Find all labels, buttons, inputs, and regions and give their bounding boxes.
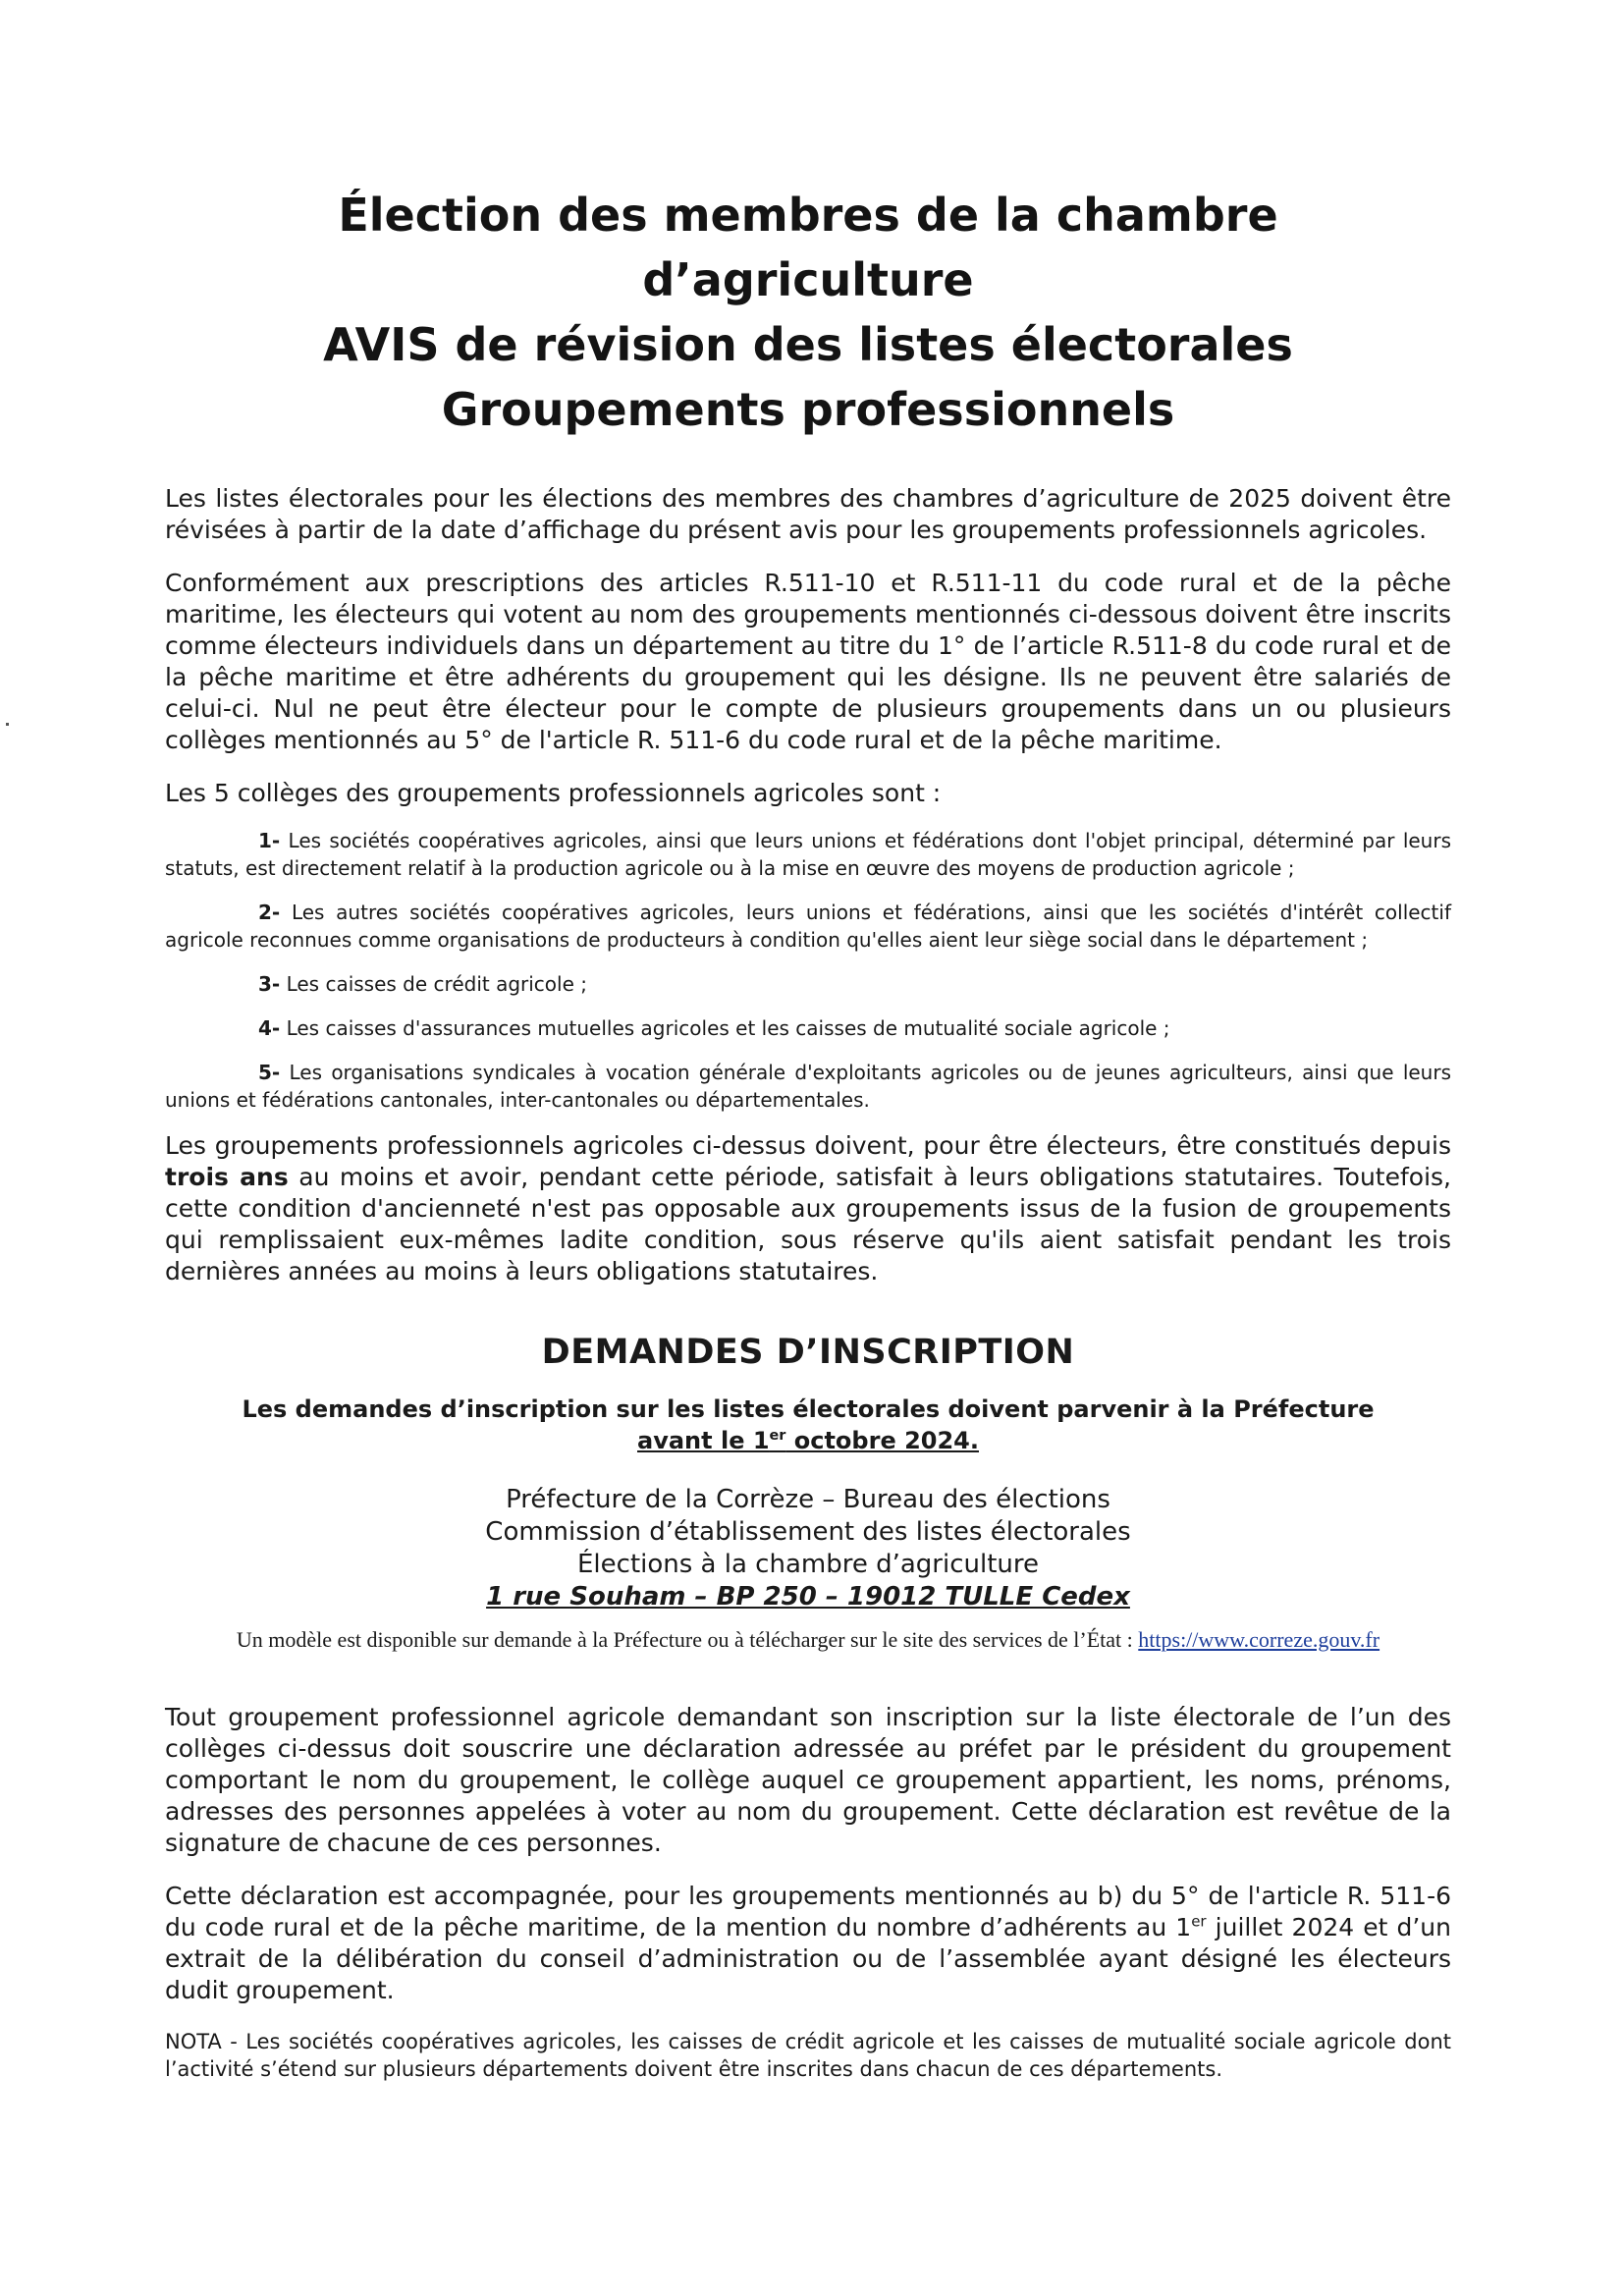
college-number: 5-: [258, 1061, 281, 1084]
condition-paragraph: [165, 1130, 1451, 1287]
deadline-date-sup: er: [769, 1428, 786, 1444]
deadline-line-1: Les demandes d’inscription sur les listes électorales doivent parvenir à la Préfecture: [242, 1395, 1375, 1423]
college-item-1: [165, 827, 1451, 882]
declaration-paragraph-2: [165, 1881, 1451, 2006]
college-text: Les autres sociétés coopératives agricoles, leurs unions et fédérations, ainsi que les sociétés d'intérêt collectif agricole reconnues comme organisations de producteurs à condition qu'elles aient leur siège social dans le département ;: [165, 901, 1451, 952]
college-number: 2-: [258, 901, 281, 924]
address-line-4: [165, 1581, 1451, 1613]
deadline-date: [637, 1427, 979, 1454]
declaration-text-end: juillet 2024 et d’un extrait de la délibération du conseil d’administration ou de l’assemblée ayant désigné les électeurs dudit groupement.: [165, 1913, 1451, 2004]
condition-emphasis: trois ans: [165, 1163, 289, 1191]
college-item-5: [165, 1059, 1451, 1114]
intro-paragraph-2: Conformément aux prescriptions des articles R.511-10 et R.511-11 du code rural et de la pêche maritime, les électeurs qui votent au nom des groupements mentionnés ci-dessous doivent être inscrits comme électeurs individuels dans un département au titre du 1° de l’article R.511-8 du code rural et de la pêche maritime et être adhérents du groupement qui les désigne. Ils ne peuvent être salariés de celui-ci. Nul ne peut être électeur pour le compte de plusieurs groupements dans un ou plusieurs collèges mentionnés au 5° de l'article R. 511-6 du code rural et de la pêche maritime.: [165, 569, 1451, 754]
college-number: 1-: [258, 829, 281, 852]
declaration-sup: er: [1191, 1912, 1207, 1931]
intro-paragraph-1: Les listes électorales pour les élections des membres des chambres d’agriculture de 2025 doivent être révisées à partir de la date d’affichage du présent avis pour les groupements professionnels agricoles.: [165, 484, 1451, 544]
model-note-text: Un modèle est disponible sur demande à la Préfecture ou à télécharger sur le site des services de l’État :: [236, 1627, 1139, 1652]
scan-speck: [6, 723, 9, 726]
deadline-date-pre: avant le 1: [637, 1427, 770, 1454]
model-availability-note: [165, 1625, 1451, 1655]
college-text: Les caisses d'assurances mutuelles agricoles et les caisses de mutualité sociale agricole ;: [280, 1016, 1170, 1040]
deadline-line-2: [165, 1425, 1451, 1456]
prefecture-website-link[interactable]: https://www.correze.gouv.fr: [1138, 1627, 1380, 1652]
condition-text-start: Les groupements professionnels agricoles ci-dessus doivent, pour être électeurs, être constitués depuis: [165, 1131, 1451, 1160]
deadline-date-post: octobre 2024.: [785, 1427, 979, 1454]
postal-address: 1 rue Souham – BP 250 – 19012 TULLE Cedex: [486, 1582, 1130, 1612]
declaration-paragraph-1: Tout groupement professionnel agricole demandant son inscription sur la liste électorale de l’un des collèges ci-dessus doit souscrire une déclaration adressée au préfet par le président du groupement comportant le nom du groupement, le collège auquel ce groupement appartient, les noms, prénoms, adresses des personnes appelées à voter au nom du groupement. Cette déclaration est revêtue de la signature de chacune de ces personnes.: [165, 1703, 1451, 1857]
document-content: [165, 183, 1451, 2083]
address-block: [165, 1484, 1451, 1613]
college-text: Les organisations syndicales à vocation générale d'exploitants agricoles ou de jeunes agriculteurs, ainsi que leurs unions et fédérations cantonales, inter-cantonales ou départementales.: [165, 1061, 1451, 1112]
college-item-2: [165, 899, 1451, 954]
title-line-1: Élection des membres de la chambre d’agriculture: [338, 189, 1278, 306]
address-line-2: Commission d’établissement des listes électorales: [485, 1517, 1131, 1547]
address-line-3: Élections à la chambre d’agriculture: [577, 1550, 1039, 1579]
college-text: Les sociétés coopératives agricoles, ainsi que leurs unions et fédérations dont l'objet principal, déterminé par leurs statuts, est directement relatif à la production agricole ou à la mise en œuvre des moyens de production agricole ;: [165, 829, 1451, 880]
colleges-intro: Les 5 collèges des groupements professionnels agricoles sont :: [165, 779, 942, 807]
address-line-1: Préfecture de la Corrèze – Bureau des élections: [506, 1485, 1110, 1514]
college-number: 3-: [258, 972, 281, 996]
college-item-3: [165, 970, 1451, 998]
college-text: Les caisses de crédit agricole ;: [280, 972, 587, 996]
colleges-list: [165, 827, 1451, 1114]
title-line-2: AVIS de révision des listes électorales: [323, 318, 1293, 371]
section-heading: DEMANDES D’INSCRIPTION: [541, 1333, 1075, 1372]
declaration-text-start: Cette déclaration est accompagnée, pour les groupements mentionnés au b) du 5° de l'article R. 511-6 du code rural et de la pêche maritime, de la mention du nombre d’adhérents au 1: [165, 1882, 1451, 1941]
nota-paragraph: NOTA - Les sociétés coopératives agricoles, les caisses de crédit agricole et les caisses de mutualité sociale agricole dont l’activité s’étend sur plusieurs départements doivent être inscrites dans chacun de ces départements.: [165, 2030, 1451, 2081]
college-number: 4-: [258, 1016, 281, 1040]
college-item-4: [165, 1014, 1451, 1042]
deadline-notice: [165, 1394, 1451, 1456]
title-block: [165, 183, 1451, 442]
title-line-3: Groupements professionnels: [441, 383, 1175, 436]
condition-text-end: au moins et avoir, pendant cette période, satisfait à leurs obligations statutaires. Toutefois, cette condition d'ancienneté n'est pas opposable aux groupements issus de la fusion de groupements qui remplissaient eux-mêmes ladite condition, sous réserve qu'ils aient satisfait pendant les trois dernières années au moins à leurs obligations statutaires.: [165, 1163, 1451, 1285]
